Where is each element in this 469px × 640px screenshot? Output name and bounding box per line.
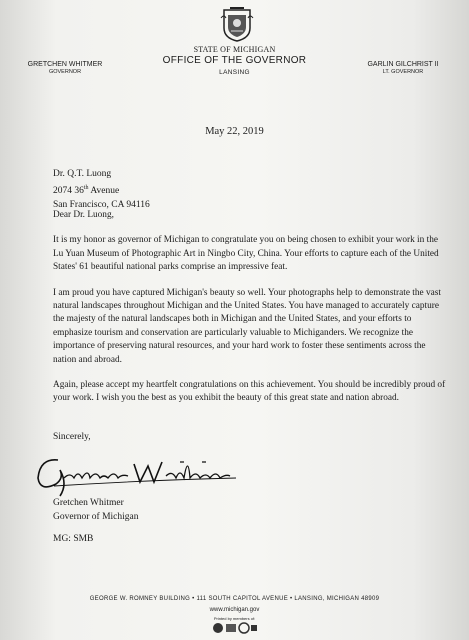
michigan-state-seal-icon [220,6,254,42]
recipient-street: 2074 36th Avenue [53,185,120,197]
letterhead-governor [20,61,110,75]
footer-printed-by: Printed by members of: [213,616,256,621]
paragraph: Again, please accept my heartfelt congratulations on this achievement. You should be incredibly proud of your work. I wish you the best as you exhibit the beauty of this great state and nation abroad. [53,380,446,404]
signer-block [53,497,138,524]
lt-governor-title: LT. GOVERNOR [382,69,424,75]
recipient-name: Dr. Q.T. Luong [53,169,112,179]
letterhead-office: OFFICE OF THE GOVERNOR [162,55,307,66]
recipient-address [53,167,150,212]
letter-body [53,209,448,418]
salutation: Dear Dr. Luong, [53,210,114,220]
typist-initials: MG: SMB [53,534,94,544]
letter-date: May 22, 2019 [205,126,264,137]
handwritten-signature [30,440,260,500]
footer-website: www.michigan.gov [209,607,260,613]
recipient-city: San Francisco, CA 94116 [53,200,150,211]
lt-governor-name: GARLIN GILCHRIST II [367,61,439,68]
letterhead-state: STATE OF MICHIGAN [193,45,276,54]
signer-title: Governor of Michigan [53,511,139,522]
signer-name: Gretchen Whitmer [53,498,124,508]
governor-title: GOVERNOR [48,69,82,75]
paragraph: I am proud you have captured Michigan's beauty so well. Your photographs help to demonstrate the vast natural landscapes throughout Michigan and the United States. You have managed to accurately capture the majesty of the natural landscapes both in Michigan and the United States, and your efforts to emphasize tourism and conservation are particularly valuable to Michiganders. We recognize the importance of preserving natural resources, and your hard work to foster these sentiments across the nation and abroad. [53,287,441,365]
paragraph: It is my honor as governor of Michigan to congratulate you on being chosen to exhibit your work in the Lu Yuan Museum of Photographic Art in Ningbo City, China. Your efforts to capture each of the United States' 61 beautiful national parks comprise an impressive feat. [53,235,439,273]
closing: Sincerely, [53,432,91,442]
letterhead-city: LANSING [219,69,250,76]
footer-address: GEORGE W. ROMNEY BUILDING • 111 SOUTH CAPITOL AVENUE • LANSING, MICHIGAN 48909 [89,596,380,602]
union-print-logos [212,622,258,634]
governor-name: GRETCHEN WHITMER [27,61,103,68]
letterhead-lt-governor [355,61,451,75]
